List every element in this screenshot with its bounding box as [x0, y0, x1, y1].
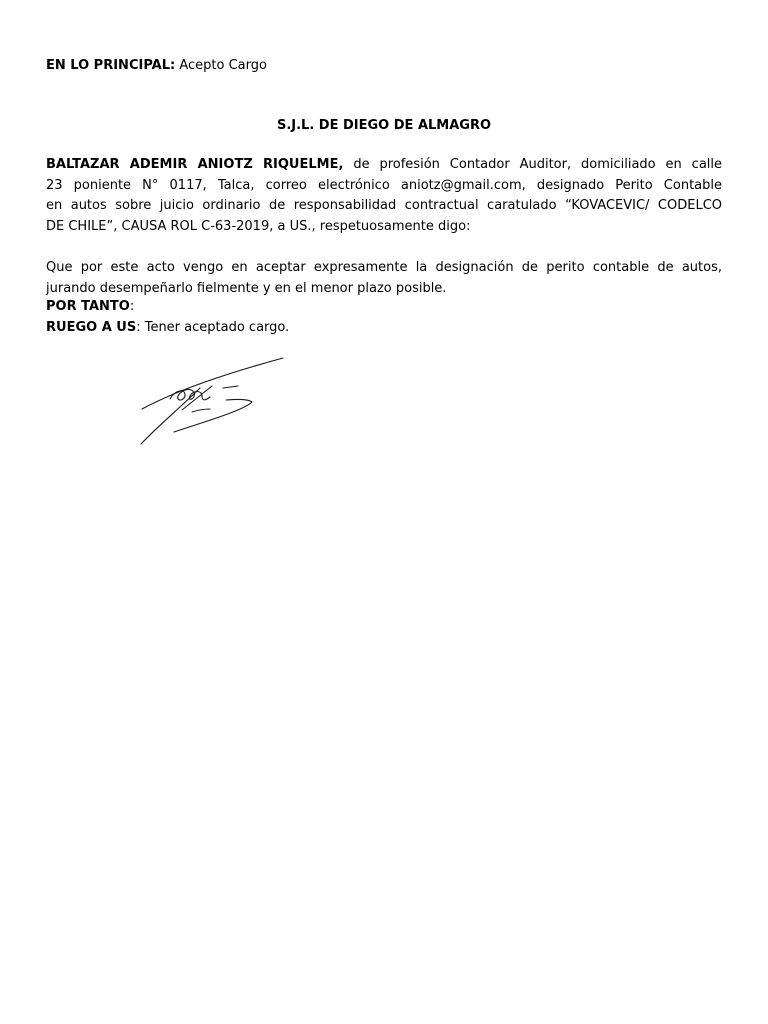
body-line-1: Que por este acto vengo en aceptar expresamente la designación de perito contable de autos, [46, 260, 722, 275]
heading-value: Acepto Cargo [175, 58, 267, 73]
intro-line-1 [46, 155, 722, 176]
heading-line [46, 58, 267, 74]
intro-line-3: en autos sobre juicio ordinario de responsabilidad contractual caratulado “KOVACEVIC/ CODELCO [46, 198, 722, 213]
por-tanto-suffix: : [129, 299, 135, 314]
por-tanto-line [46, 299, 134, 315]
body-line-2: jurando desempeñarlo fielmente y en el menor plazo posible. [46, 280, 447, 296]
court-title: S.J.L. DE DIEGO DE ALMAGRO [276, 118, 492, 133]
appointee-name: BALTAZAR ADEMIR ANIOTZ RIQUELME, [46, 157, 344, 172]
ruego-text: : Tener aceptado cargo. [136, 320, 290, 335]
por-tanto-label: POR TANTO [46, 299, 130, 314]
body-paragraph [46, 258, 722, 299]
intro-line-1-rest: de profesión Contador Auditor, domiciliado en calle [343, 157, 723, 172]
heading-label: EN LO PRINCIPAL: [46, 58, 176, 73]
intro-line-2: 23 poniente N° 0117, Talca, correo electrónico aniotz@gmail.com, designado Perito Contable [46, 177, 722, 193]
handwritten-signature [130, 352, 300, 452]
ruego-label: RUEGO A US [46, 320, 137, 335]
intro-paragraph [46, 155, 722, 237]
intro-line-4: DE CHILE”, CAUSA ROL C-63-2019, a US., respetuosamente digo: [46, 218, 471, 234]
ruego-line [46, 320, 289, 336]
